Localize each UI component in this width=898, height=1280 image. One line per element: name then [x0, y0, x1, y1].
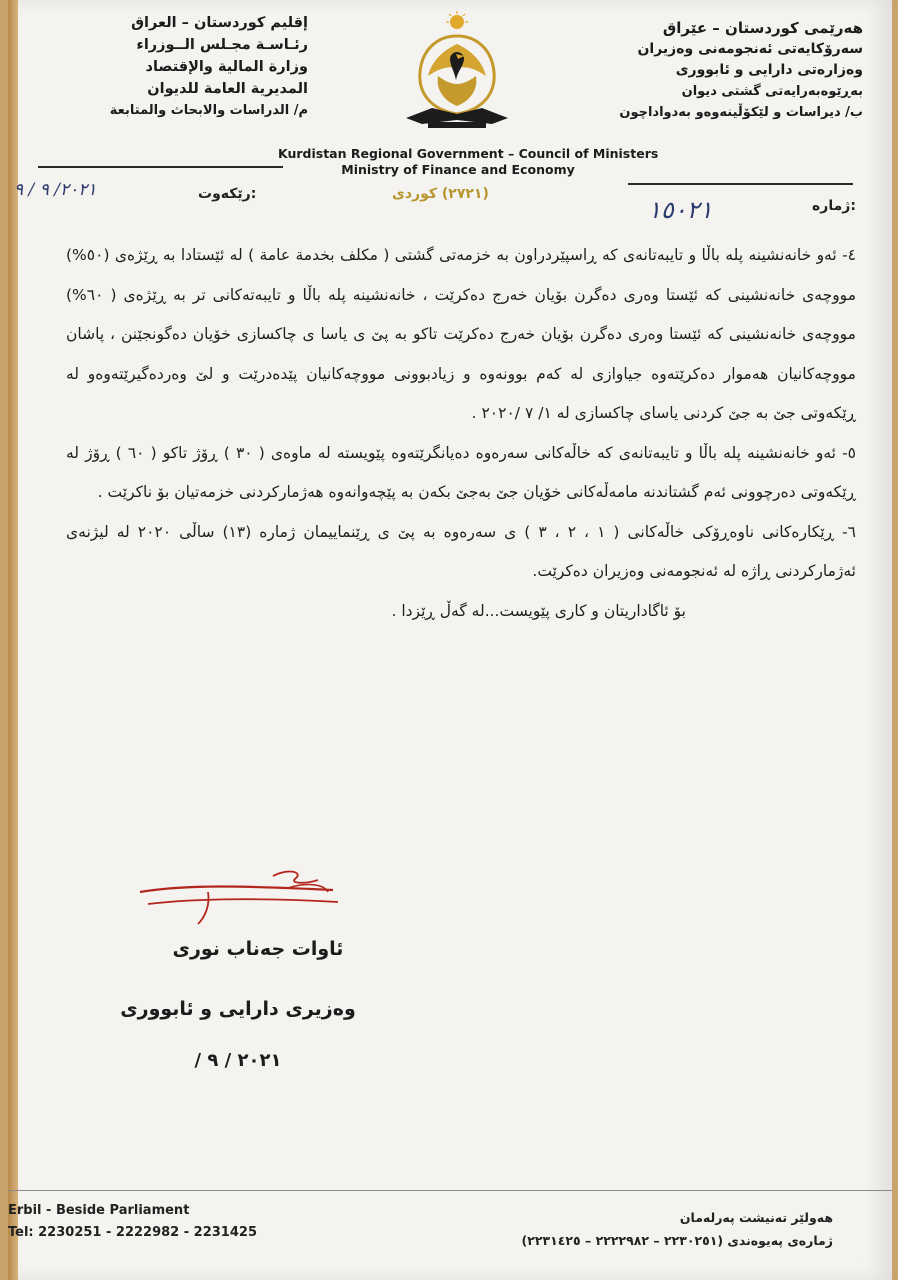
- kurdish-header-line: وەزارەتی دارایی و ئابووری: [675, 62, 863, 78]
- header-divider-right: [628, 183, 853, 185]
- arabic-letterhead: [78, 12, 308, 122]
- footer-address: Erbil - Beside Parliament: [8, 1203, 190, 1218]
- kurdish-header-line: هەرێمی کوردستان – عێراق: [662, 19, 863, 37]
- kurdish-header-line: سەرۆکایەتی ئەنجومەنی وەزیران: [637, 41, 863, 57]
- paragraph-5: ٥- ئەو خانەنشینە پلە باڵا و تایبەتانەی کە خاڵەکانی سەرەوە دەیانگرێتەوە پێویستە لە ماوەی ( ٣٠ ) ڕۆژ تاکو ( ٦٠ ) ڕۆژ لە ڕێکەوتی دەرچوونی ئەم گشتاندنە مامەڵەکانی خۆیان جێ بەجێ بکەن بە پێچەوانەوە هەژمارکردنی خزمەتیان بۆ ناکرێت .: [66, 443, 856, 501]
- footer-phone-ku: ژمارەی پەیوەندی (٢٢٣٠٢٥١ – ٢٢٢٢٩٨٢ – ٢٢٣١٤٢٥): [521, 1233, 833, 1248]
- kurdish-year: (٢٧٢١) کوردی: [392, 186, 489, 202]
- footer-contact-ku: [488, 1206, 833, 1252]
- number-label: ژمارە:: [812, 198, 856, 214]
- krg-emblem-icon: [392, 10, 522, 136]
- english-header-line: Kurdistan Regional Government – Council of Ministers: [278, 146, 659, 161]
- letter-body: [66, 236, 856, 631]
- english-header-line: Ministry of Finance and Economy: [341, 162, 575, 177]
- arabic-header-line: إقليم كوردستان – العراق: [131, 15, 308, 31]
- signer-date: ٢٠٢١ / ٩ /: [194, 1050, 282, 1071]
- arabic-header-line: المديرية العامة للديوان: [147, 81, 308, 97]
- arabic-header-line: م/ الدراسات والابحاث والمتابعة: [109, 103, 308, 118]
- footer-divider: [8, 1190, 892, 1191]
- signer-name: ئاوات جەناب نوری: [172, 938, 344, 960]
- english-letterhead: [278, 146, 659, 178]
- paragraph-6: ٦- ڕێکارەکانی ناوەڕۆکی خاڵەکانی ( ١ ، ٢ ، ٣ ) ی سەرەوە بە پێ ی ڕێنماییمان ژمارە (١٣) ساڵی ٢٠٢٠ لە لیژنەی ئەژمارکردنی ڕاژە لە ئەنجومەنی وەزیران دەکرێت.: [66, 522, 856, 580]
- kurdish-header-line: ب/ دیراسات و لێکۆڵینەوەو بەدواداچون: [619, 105, 863, 120]
- arabic-header-line: رئـاسـة مجـلس الــوزراء: [136, 37, 308, 53]
- arabic-header-line: وزارة المالية والإقتصاد: [145, 59, 308, 75]
- footer-address-ku: هەولێر تەنیشت پەرلەمان: [679, 1210, 833, 1225]
- document-page: [8, 0, 892, 1280]
- date-label: رێکەوت:: [198, 186, 257, 202]
- signature-icon: [128, 862, 358, 932]
- footer-phone: Tel: 2230251 - 2222982 - 2231425: [8, 1225, 257, 1240]
- closing-line: بۆ ئاگاداریتان و کاری پێویست...لە گەڵ ڕێزدا .: [391, 601, 686, 620]
- header-divider-left: [38, 166, 283, 168]
- date-value: ٢٠٢١/ ٩ / ٩: [14, 180, 97, 200]
- footer-contact-en: [8, 1200, 257, 1244]
- number-value: ١٥٠٢١: [648, 196, 713, 224]
- signer-title: وەزیری دارایی و ئابووری: [120, 998, 356, 1020]
- paragraph-4: ٤- ئەو خانەنشینە پلە باڵا و تایبەتانەی کە ڕاسپێردراون بە خزمەتی گشتی ( مكلف بخدمة عامة ) لە ئێستادا بە ڕێژەی (٥٠%) مووچەی خانەنشینی کە ئێستا وەری دەگرن بۆیان خەرج دەکرێت ، خانەنشینە پلە باڵا و تایبەتەکانی تر بە ڕێژەی ( ٦٠%) مووچەی خانەنشینی کە ئێستا وەری دەگرن بۆیان خەرج دەکرێت تاکو بە پێ ی یاسا ی چاکسازی خۆیان دەگونجێنن ، پاشان مووچەکانیان هەموار دەکرێتەوە جیاوازی لە کەم بوونەوە و زیادبوونی مووچەکانیان پێدەدرێت و لێ وەردەگیرێتەوەو لە ڕێکەوتی جێ بە جێ کردنی یاسای چاکسازی لە ١/ ٧ /٢٠٢٠ .: [66, 246, 856, 422]
- kurdish-header-line: بەڕێوەبەرایەتی گشتی دیوان: [681, 84, 863, 99]
- kurdish-letterhead: [618, 18, 863, 123]
